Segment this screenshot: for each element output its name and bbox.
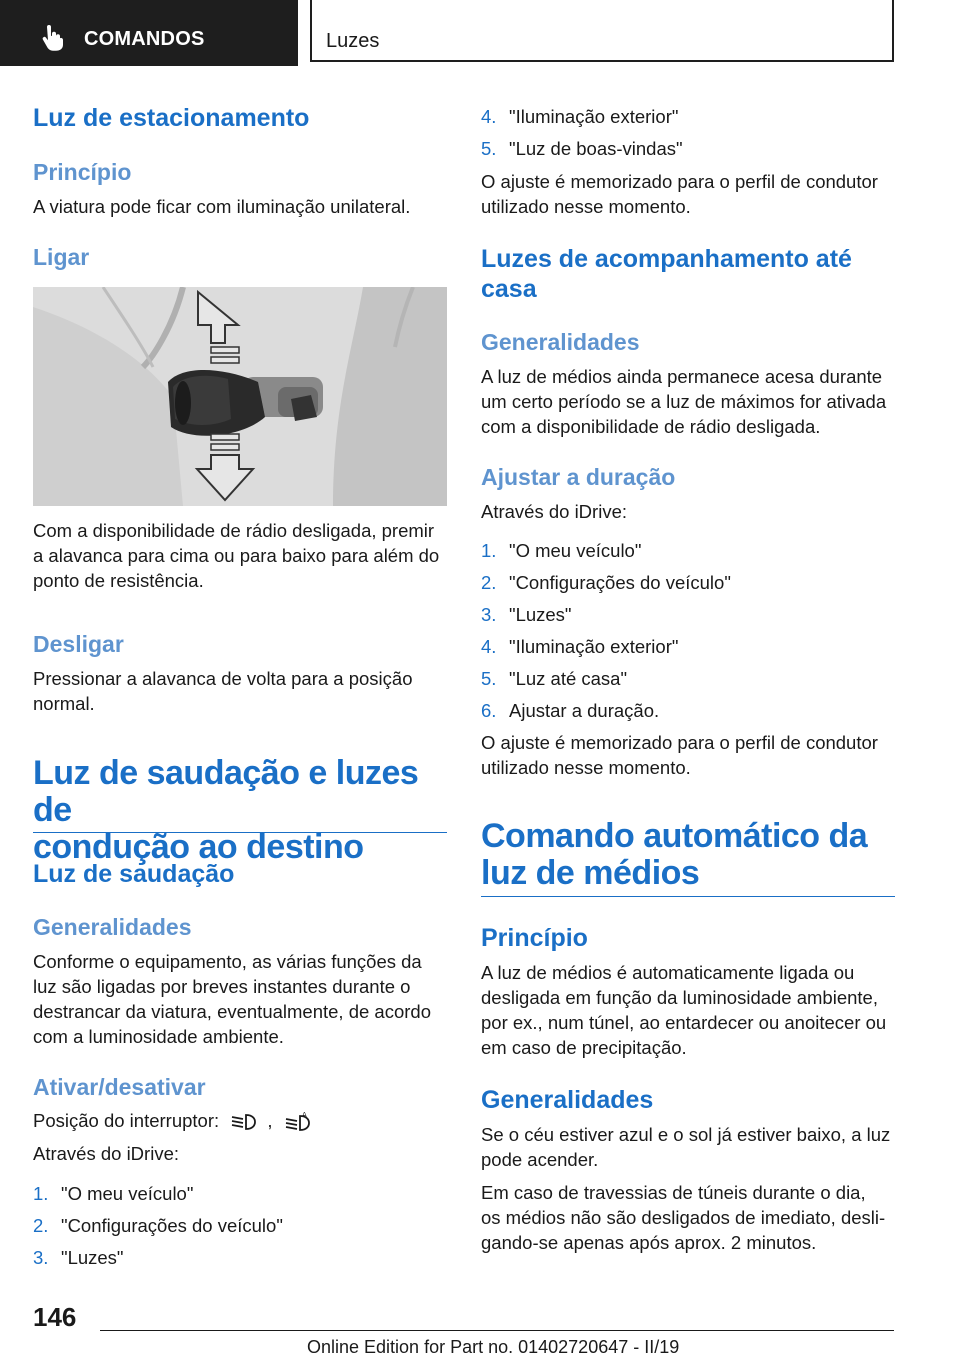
text-generalidades-2b: Em caso de travessias de túneis durante o dia, os médios não são desligados de imediato, desli- gando-se apenas após aprox. 2 minutos. xyxy=(481,1182,886,1253)
heading-comando-automatico: Comando automático da luz de médios xyxy=(481,817,868,892)
text-ajuste-memorizado-2: O ajuste é memorizado para o perfil de condutor utilizado nesse momento. xyxy=(481,732,878,778)
list-item: 3. "Luzes" xyxy=(33,1247,124,1268)
edition-note: Online Edition for Part no. 01402720647 - II/19 xyxy=(307,1337,680,1357)
list-item: 1. "O meu veículo" xyxy=(481,540,642,561)
text-idrive: Através do iDrive: xyxy=(481,501,627,522)
text-generalidades: A luz de médios ainda permanece acesa durante um certo período se a luz de máximos for ativada com a disponibilidade de rádio desligada. xyxy=(481,366,887,437)
section-tab xyxy=(0,0,298,66)
heading-rule xyxy=(481,896,895,897)
lever-illustration xyxy=(33,287,447,506)
list-item: 2. "Configurações do veículo" xyxy=(33,1215,283,1236)
chapter-label: Luzes xyxy=(326,30,380,52)
heading-principio: Princípio xyxy=(481,924,588,952)
hand-pointer-icon xyxy=(38,24,66,52)
heading-desligar: Desligar xyxy=(33,631,124,657)
heading-saudacao-conducao: Luz de saudação e luzes de condução ao destino xyxy=(33,754,419,866)
heading-ligar: Ligar xyxy=(33,244,90,270)
text-idrive: Através do iDrive: xyxy=(33,1143,179,1164)
heading-luz-estacionamento: Luz de estacionamento xyxy=(33,104,310,132)
heading-ativar-desativar: Ativar/desativar xyxy=(33,1074,206,1100)
text-principio: A luz de médios é automaticamente ligada ou desligada em função da luminosidade ambiente, por ex., num túnel, ao entardecer ou anoitecer ou em caso de precipitação. xyxy=(481,962,887,1058)
svg-text:A: A xyxy=(301,1111,307,1120)
list-item: 2. "Configurações do veículo" xyxy=(481,572,731,593)
text-desligar: Pressionar a alavanca de volta para a posição normal. xyxy=(33,668,413,714)
list-item: 5. "Luz de boas-vindas" xyxy=(481,138,683,159)
text-ligar: Com a disponibilidade de rádio desligada, premir a alavanca para cima ou para baixo para além do ponto de resistência. xyxy=(33,520,440,591)
text-generalidades: Conforme o equipamento, as várias funções da luz são ligadas por breves instantes durante o destrancar da viatura, eventualmente, de acordo com a luminosidade ambiente. xyxy=(33,951,431,1047)
list-item: 4. "Iluminação exterior" xyxy=(481,106,679,127)
heading-ajustar-duracao: Ajustar a duração xyxy=(481,464,676,490)
list-item: 1. "O meu veículo" xyxy=(33,1183,194,1204)
page-number: 146 xyxy=(33,1302,77,1332)
footer-rule xyxy=(100,1330,894,1331)
heading-generalidades: Generalidades xyxy=(481,329,640,355)
list-item: 6. Ajustar a duração. xyxy=(481,700,660,721)
chapter-tab xyxy=(310,0,894,62)
text-ajuste-memorizado: O ajuste é memorizado para o perfil de condutor utilizado nesse momento. xyxy=(481,171,878,217)
list-item: 3. "Luzes" xyxy=(481,604,572,625)
text-generalidades-2a: Se o céu estiver azul e o sol já estiver baixo, a luz pode acender. xyxy=(481,1124,891,1170)
heading-generalidades-2: Generalidades xyxy=(481,1086,654,1114)
heading-principio: Princípio xyxy=(33,159,132,185)
text-principio: A viatura pode ficar com iluminação unilateral. xyxy=(33,196,411,217)
text-posicao-interruptor: Posição do interruptor: , A xyxy=(33,1108,447,1133)
heading-luzes-acompanhamento: Luzes de acompanhamento até casa xyxy=(481,245,852,303)
heading-rule xyxy=(33,832,447,833)
lever-drawing xyxy=(33,287,447,506)
heading-generalidades: Generalidades xyxy=(33,914,192,940)
list-item: 4. "Iluminação exterior" xyxy=(481,636,679,657)
auto-light-icon xyxy=(282,1111,312,1133)
list-item: 5. "Luz até casa" xyxy=(481,668,628,689)
low-beam-icon xyxy=(228,1111,258,1133)
section-label: COMANDOS xyxy=(84,28,205,50)
heading-luz-saudacao: Luz de saudação xyxy=(33,860,235,888)
